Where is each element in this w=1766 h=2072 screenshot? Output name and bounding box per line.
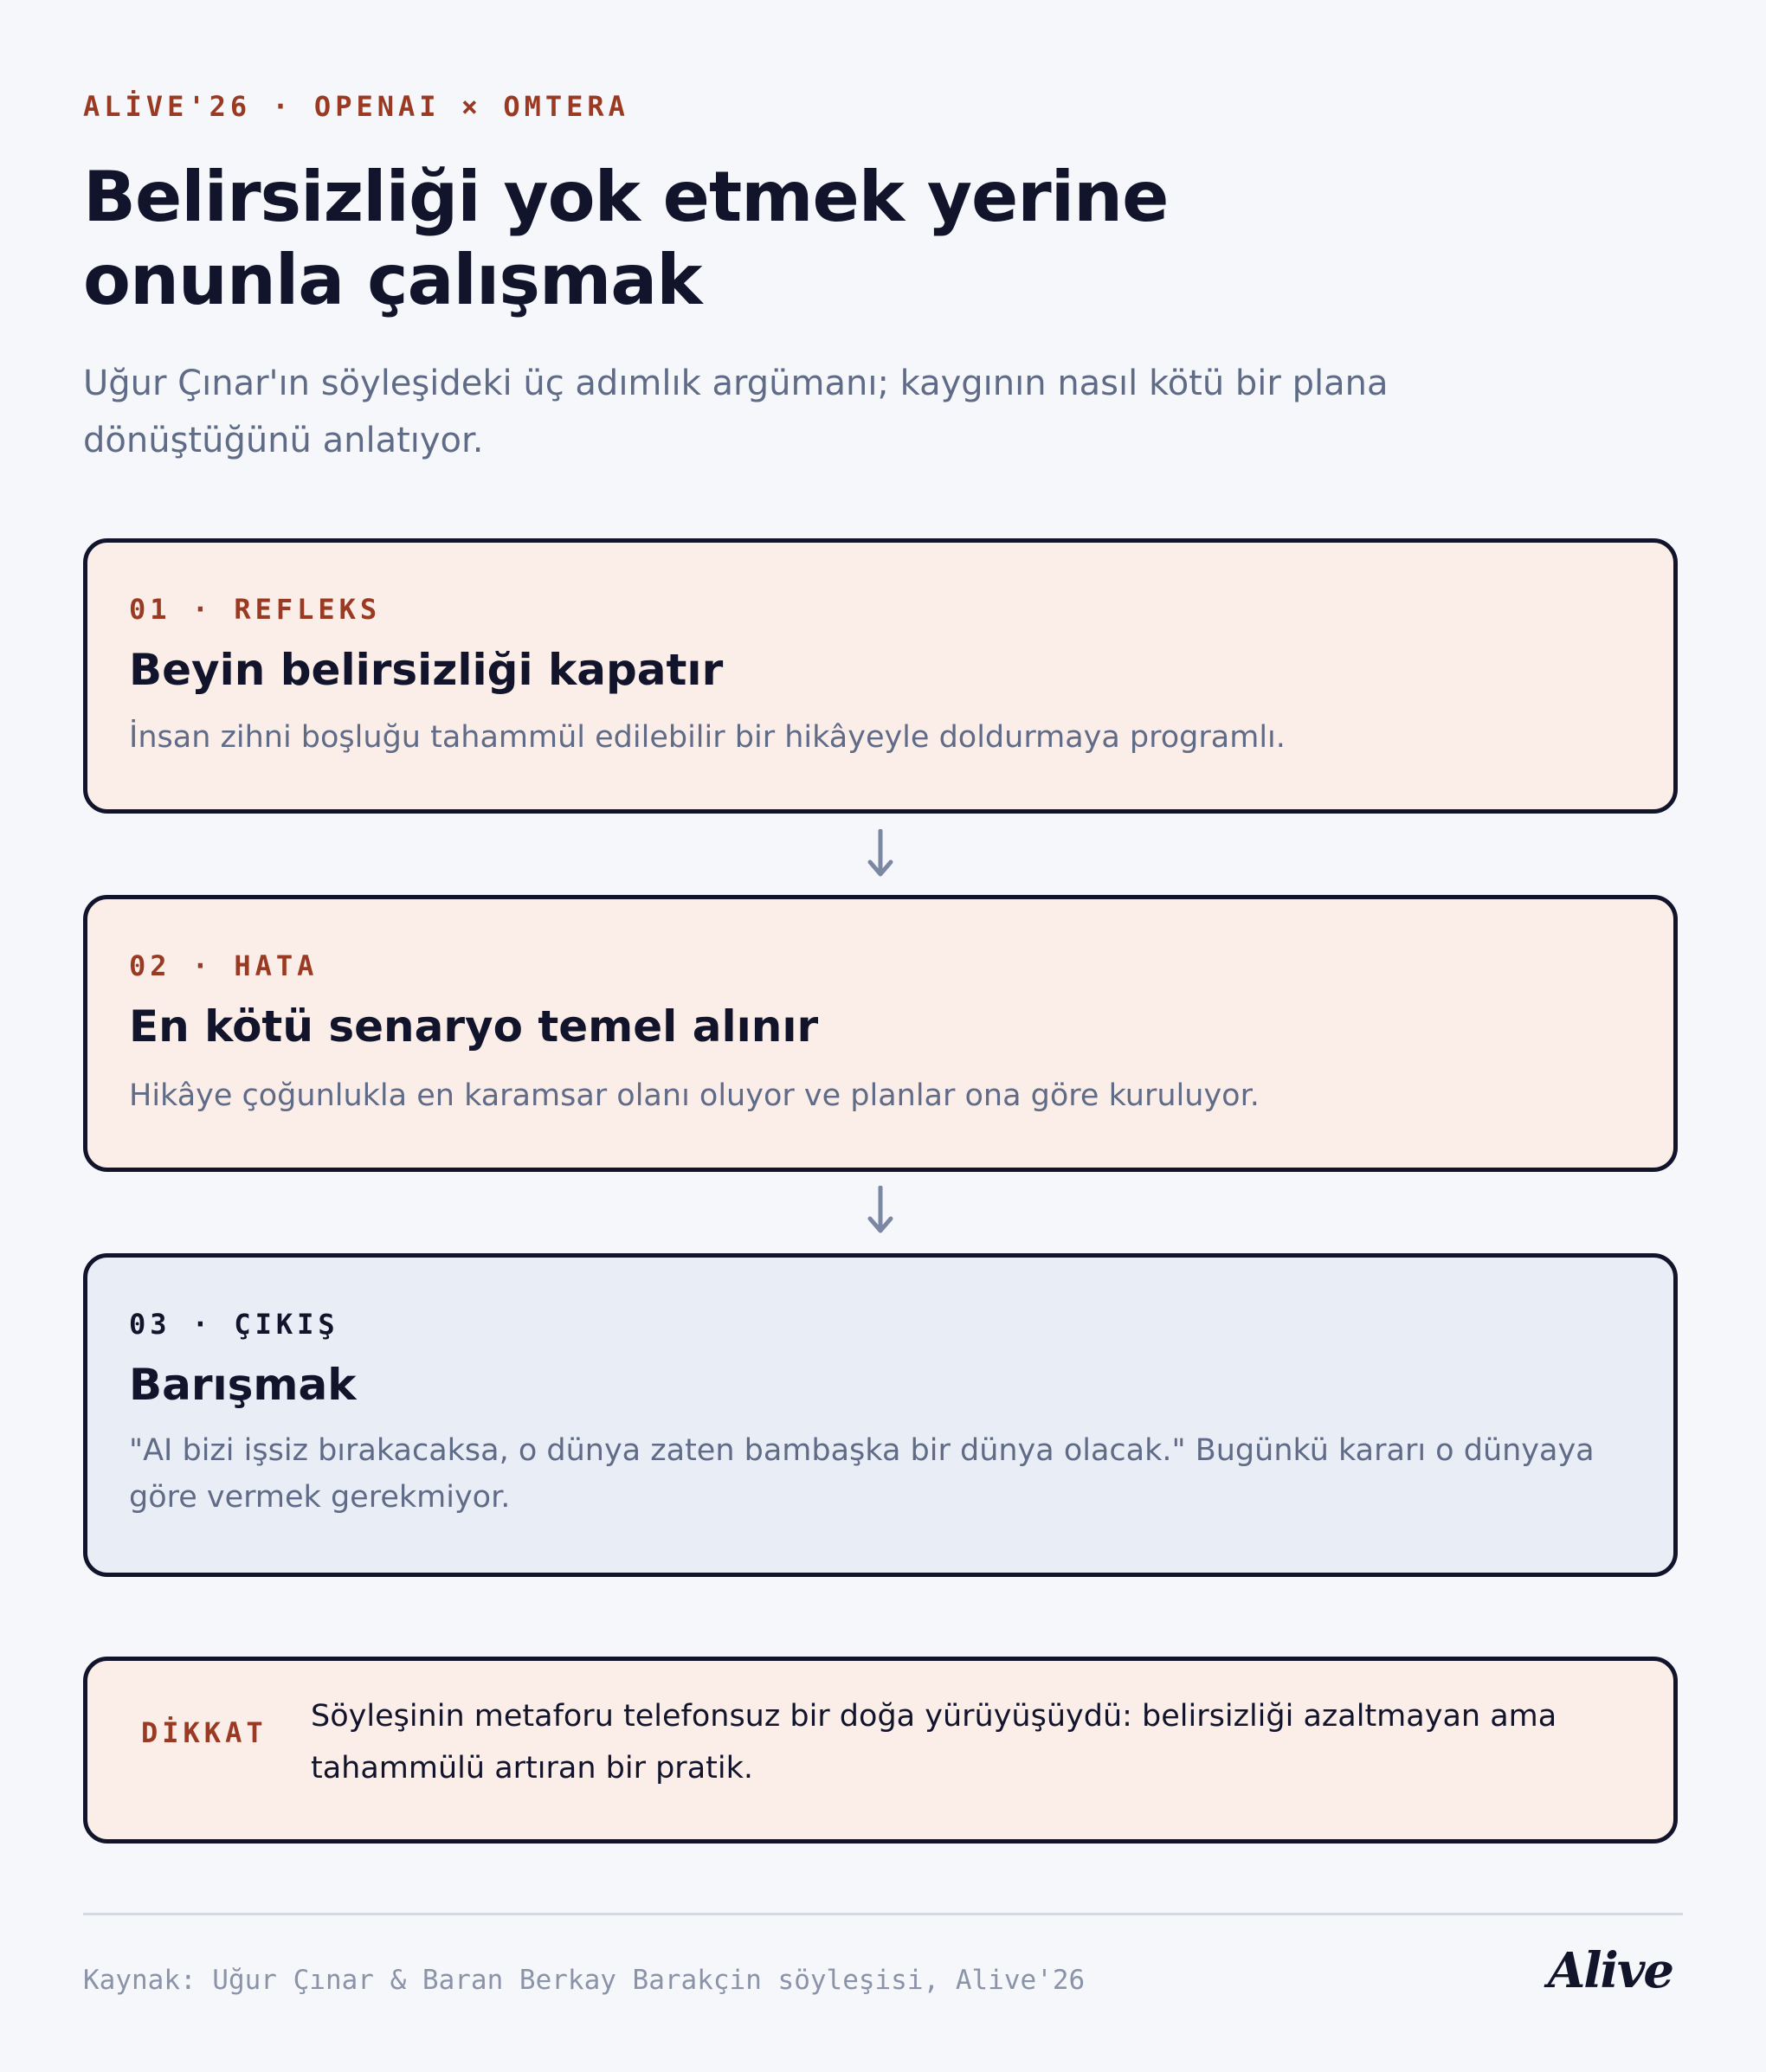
step-heading: Beyin belirsizliği kapatır [129, 645, 724, 695]
arrow-down-icon [867, 829, 894, 879]
title-line-2: onunla çalışmak [83, 240, 702, 320]
page-title [83, 156, 1382, 322]
step-card-refleks [83, 538, 1678, 814]
callout-note [83, 1657, 1678, 1844]
brand-logo: Alive [1547, 1942, 1673, 1999]
step-heading: En kötü senaryo temel alınır [129, 1001, 819, 1052]
page-subtitle: Uğur Çınar'ın söyleşideki üç adımlık argümanı; kaygının nasıl kötü bir plana dönüştüğünü anlatıyor. [83, 364, 1389, 460]
step-kicker: 01 · REFLEKS [129, 593, 382, 626]
footer-divider [83, 1913, 1683, 1915]
step-card-hata [83, 895, 1678, 1172]
step-body: Hikâye çoğunlukla en karamsar olanı oluyor ve planlar ona göre kuruluyor. [129, 1078, 1260, 1113]
eyebrow: ALİVE'26 · OPENAI × OMTERA [83, 90, 629, 123]
callout-tag: DİKKAT [141, 1716, 267, 1749]
step-body: İnsan zihni boşluğu tahammül edilebilir bir hikâyeyle doldurmaya programlı. [129, 720, 1286, 755]
step-kicker: 03 · ÇIKIŞ [129, 1308, 339, 1341]
source-credit: Kaynak: Uğur Çınar & Baran Berkay Barakçin söyleşisi, Alive'26 [83, 1965, 1086, 1996]
step-body: "AI bizi işsiz bırakacaksa, o dünya zaten bambaşka bir dünya olacak." Bugünkü kararı o dünyaya göre vermek gerekmiyor. [129, 1433, 1595, 1515]
arrow-down-icon [867, 1186, 894, 1236]
infographic [83, 0, 1683, 2072]
step-card-cikis [83, 1253, 1678, 1577]
title-line-1: Belirsizliği yok etmek yerine [83, 157, 1169, 237]
callout-text: Söyleşinin metaforu telefonsuz bir doğa yürüyüşüydü: belirsizliği azaltmayan ama tahammülü artıran bir pratik. [311, 1699, 1557, 1786]
step-heading: Barışmak [129, 1360, 357, 1410]
step-kicker: 02 · HATA [129, 949, 319, 982]
